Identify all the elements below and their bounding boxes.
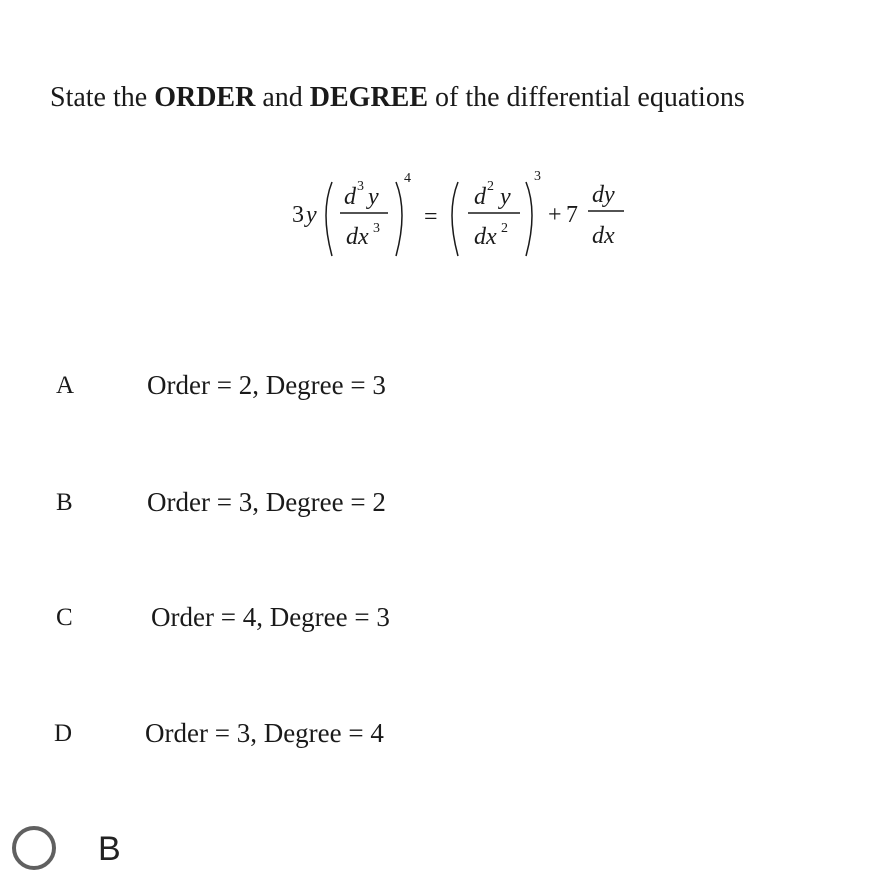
option-d-letter: D <box>54 720 73 747</box>
option-a-text: Order = 2, Degree = 3 <box>147 370 386 400</box>
equation-graphic <box>280 160 640 270</box>
eq-plus: + <box>548 202 562 228</box>
eq-d-left-power: 3 <box>357 179 364 194</box>
eq-d-left: d <box>344 184 356 210</box>
option-a-letter: A <box>56 372 75 399</box>
eq-dx-left: dx <box>346 224 369 250</box>
answer-choice-b[interactable] <box>10 822 210 882</box>
eq-coef-left: 3 <box>292 202 304 228</box>
question-middle: and <box>255 82 310 113</box>
question-bold-degree: DEGREE <box>309 82 429 113</box>
option-c-text: Order = 4, Degree = 3 <box>151 602 390 632</box>
option-d-text: Order = 3, Degree = 4 <box>145 718 384 748</box>
differential-equation <box>280 160 640 270</box>
eq-outer-power-left: 4 <box>404 171 411 186</box>
eq-dy: dy <box>592 182 615 208</box>
eq-left-paren-open <box>326 182 332 256</box>
option-b-text: Order = 3, Degree = 2 <box>147 487 386 517</box>
eq-d-right: d <box>474 184 486 210</box>
eq-y-right: y <box>500 184 511 210</box>
question-bold-order: ORDER <box>154 82 256 113</box>
eq-y-left: y <box>368 184 379 210</box>
eq-right-paren-open <box>452 182 458 256</box>
eq-right-paren-close <box>526 182 532 256</box>
answer-label[interactable]: B <box>98 830 121 868</box>
eq-dx: dx <box>592 223 615 249</box>
option-c-letter: C <box>56 604 73 631</box>
question-prefix: State the <box>50 82 155 113</box>
question-suffix: of the differential equations <box>428 82 745 113</box>
eq-dx-right: dx <box>474 224 497 250</box>
option-b-letter: B <box>56 489 73 516</box>
eq-left-paren-close <box>396 182 402 256</box>
eq-d-right-power: 2 <box>487 179 494 194</box>
eq-var-left: y <box>306 202 317 228</box>
radio-button[interactable] <box>12 826 56 870</box>
eq-equals: = <box>424 204 438 230</box>
eq-coef-right: 7 <box>566 202 578 228</box>
question-text <box>50 82 745 114</box>
eq-outer-power-right: 3 <box>534 169 541 184</box>
eq-dx-right-power: 2 <box>501 221 508 236</box>
eq-dx-left-power: 3 <box>373 221 380 236</box>
